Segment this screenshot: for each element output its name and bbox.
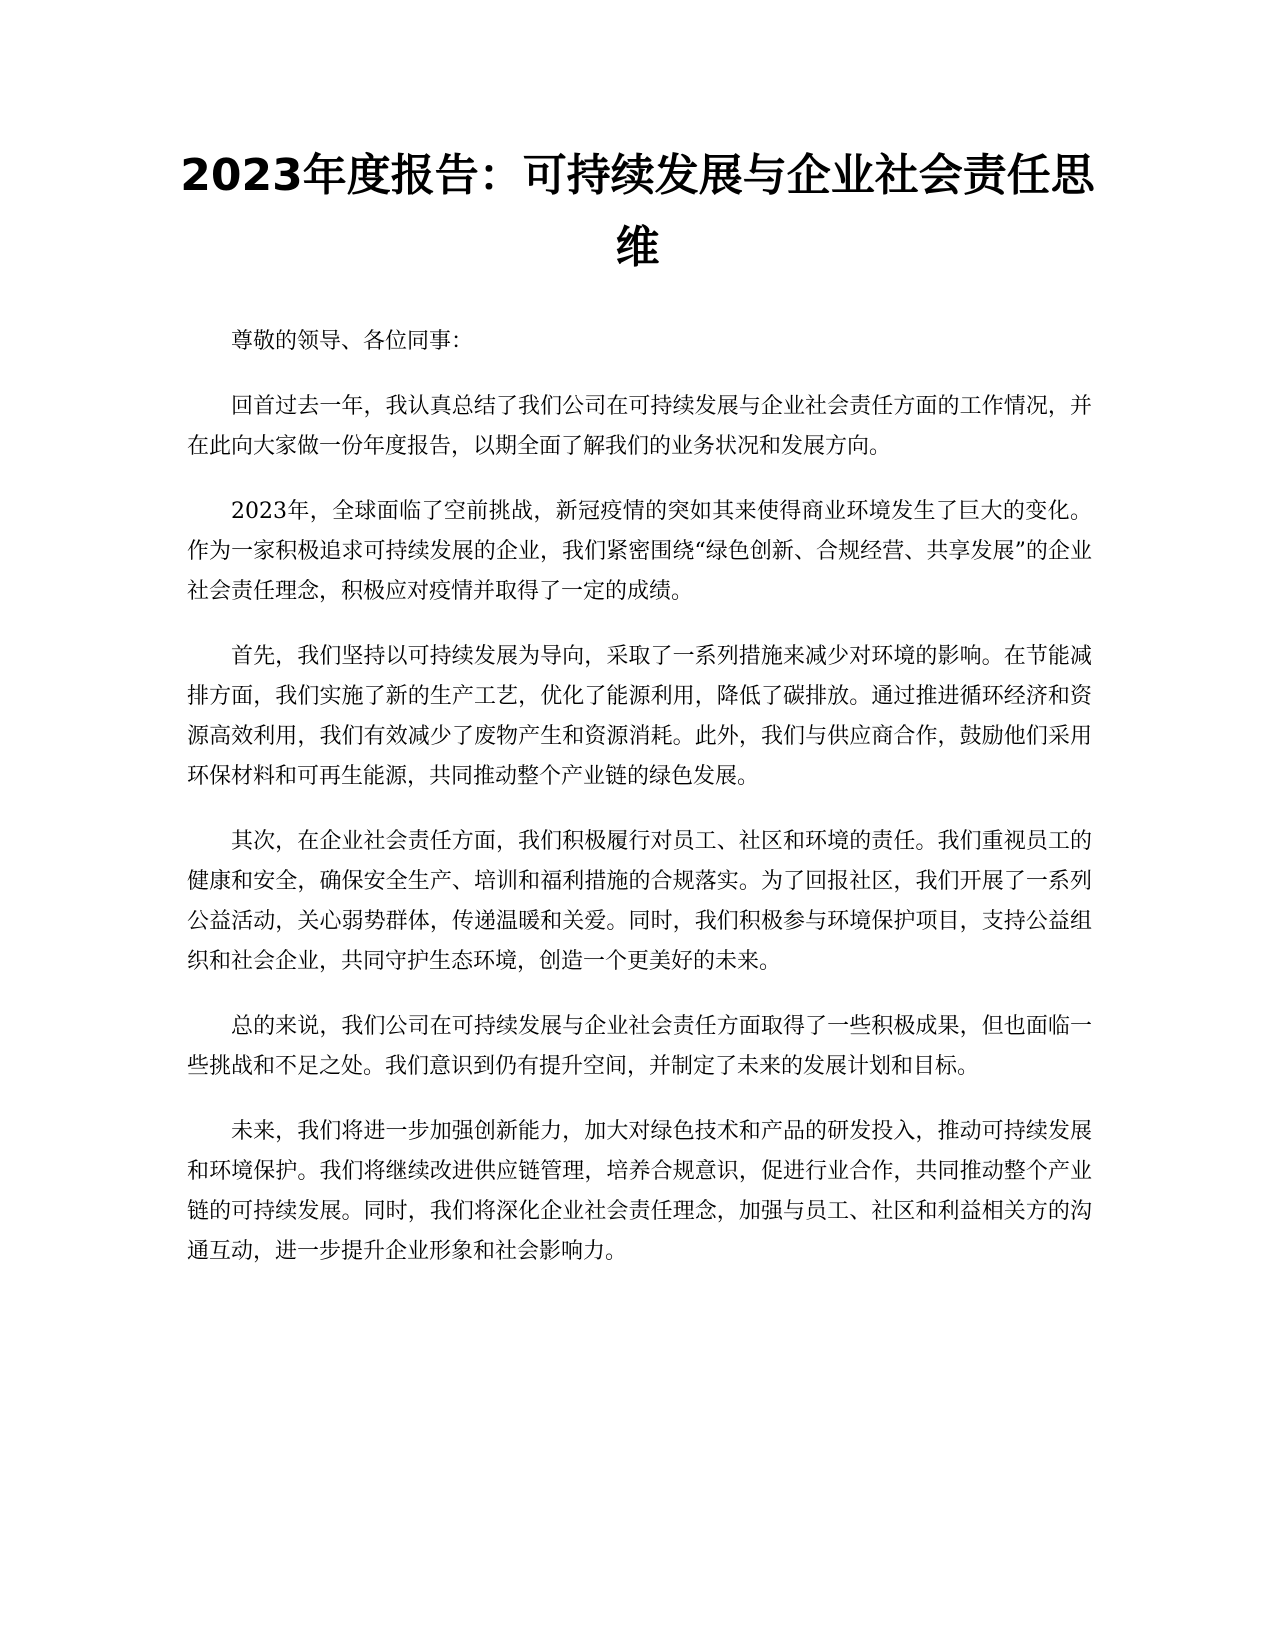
body-paragraph: 未来，我们将进一步加强创新能力，加大对绿色技术和产品的研发投入，推动可持续发展和环境保护。我们将继续改进供应链管理，培养合规意识，促进行业合作，共同推动整个产业链的可持续发展。同时，我们将深化企业社会责任理念，加强与员工、社区和利益相关方的沟通互动，进一步提升企业形象和社会影响力。 bbox=[187, 1119, 1092, 1264]
salutation-paragraph: 尊敬的领导、各位同事： bbox=[231, 329, 474, 354]
body-paragraph: 2023年，全球面临了空前挑战，新冠疫情的突如其来使得商业环境发生了巨大的变化。作为一家积极追求可持续发展的企业，我们紧密围绕“绿色创新、合规经营、共享发展”的企业社会责任理念，积极应对疫情并取得了一定的成绩。 bbox=[187, 499, 1092, 604]
body-paragraph: 回首过去一年，我认真总结了我们公司在可持续发展与企业社会责任方面的工作情况，并在此向大家做一份年度报告，以期全面了解我们的业务状况和发展方向。 bbox=[187, 394, 1092, 459]
document-title: 2023年度报告：可持续发展与企业社会责任思维 bbox=[180, 150, 1095, 273]
body-paragraph: 首先，我们坚持以可持续发展为导向，采取了一系列措施来减少对环境的影响。在节能减排方面，我们实施了新的生产工艺，优化了能源利用，降低了碳排放。通过推进循环经济和资源高效利用，我们有效减少了废物产生和资源消耗。此外，我们与供应商合作，鼓励他们采用环保材料和可再生能源，共同推动整个产业链的绿色发展。 bbox=[187, 644, 1092, 789]
document-body bbox=[187, 322, 1092, 1297]
body-paragraph: 其次，在企业社会责任方面，我们积极履行对员工、社区和环境的责任。我们重视员工的健康和安全，确保安全生产、培训和福利措施的合规落实。为了回报社区，我们开展了一系列公益活动，关心弱势群体，传递温暖和关爱。同时，我们积极参与环境保护项目，支持公益组织和社会企业，共同守护生态环境，创造一个更美好的未来。 bbox=[187, 829, 1092, 974]
body-paragraph: 总的来说，我们公司在可持续发展与企业社会责任方面取得了一些积极成果，但也面临一些挑战和不足之处。我们意识到仍有提升空间，并制定了未来的发展计划和目标。 bbox=[187, 1014, 1092, 1079]
